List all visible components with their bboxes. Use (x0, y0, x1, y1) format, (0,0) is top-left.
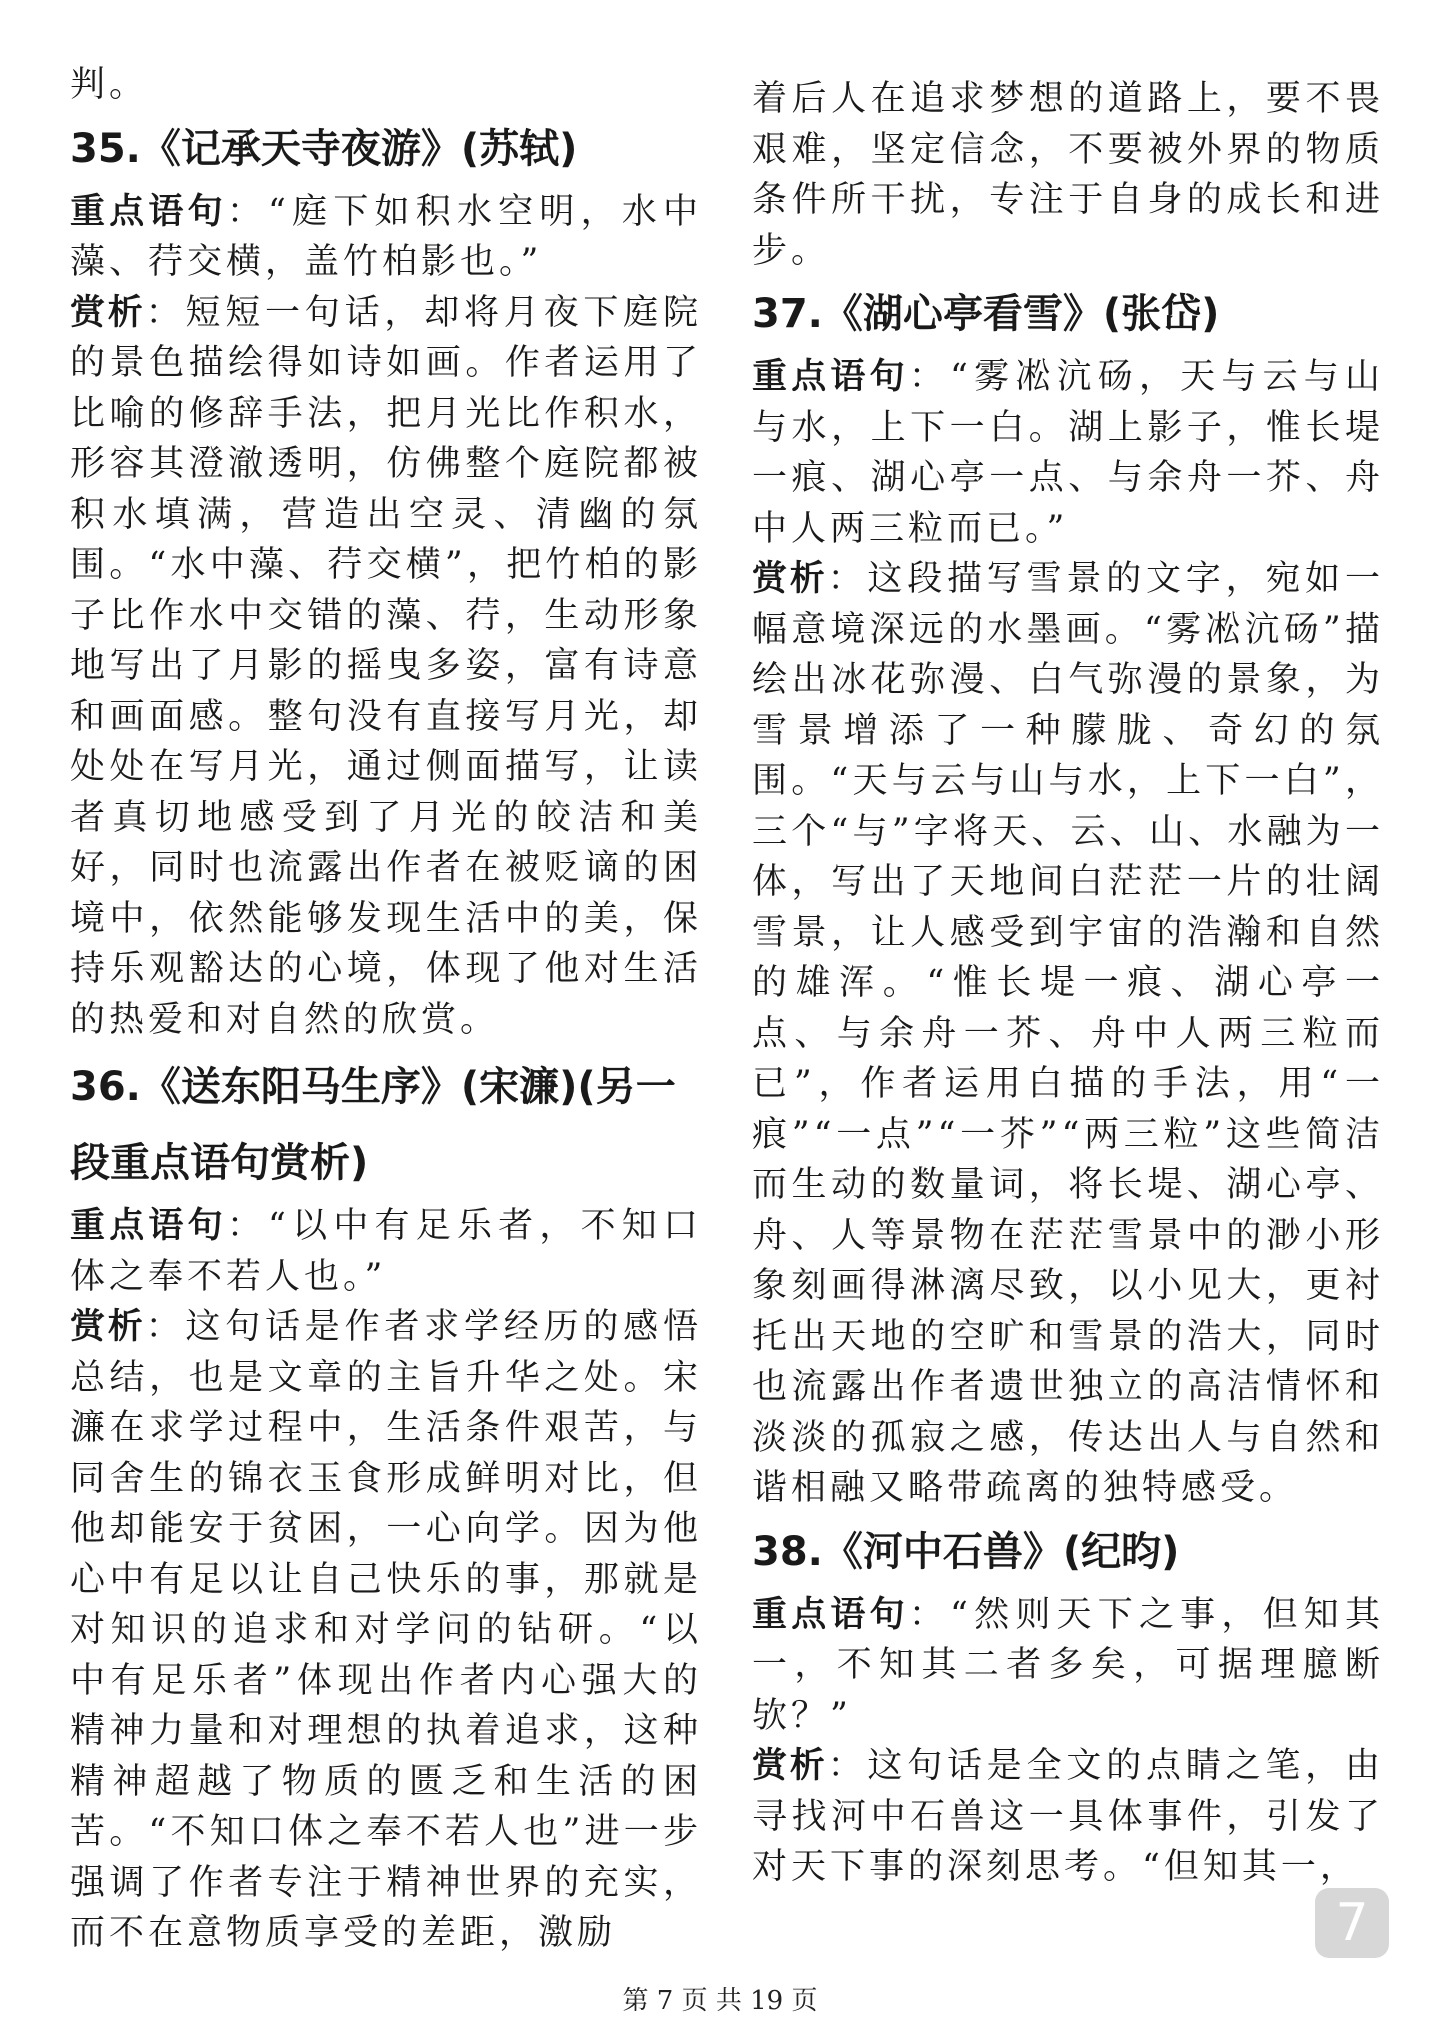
section-36-analysis (70, 1302, 702, 1959)
analysis-text: ：这句话是全文的点睛之笔，由寻找河中石兽这一具体事件，引发了对天下事的深刻思考。“但知其一， (752, 1746, 1384, 1887)
key-sentence-label: 重点语句 (70, 1206, 227, 1246)
key-sentence-text: ：“庭下如积水空明，水中藻、荇交横，盖竹柏影也。” (70, 191, 702, 282)
key-sentence-text: ：“以中有足乐者，不知口体之奉不若人也。” (70, 1206, 702, 1297)
analysis-label: 赏析 (70, 1307, 146, 1347)
section-37-analysis (752, 554, 1384, 1514)
key-sentence-label: 重点语句 (752, 1594, 909, 1635)
analysis-label: 赏析 (752, 1746, 828, 1786)
key-sentence-label: 重点语句 (752, 357, 909, 397)
analysis-label: 赏析 (752, 559, 828, 599)
section-35-analysis (70, 288, 702, 1046)
analysis-text: ：这段描写雪景的文字，宛如一幅意境深远的水墨画。“雾凇沆砀”描绘出冰花弥漫、白气弥漫的景象，为雪景增添了一种朦胧、奇幻的氛围。“天与云与山与水，上下一白”，三个“与”字将天、云、山、水融为一体，写出了天地间白茫茫一片的壮阔雪景，让人感受到宇宙的浩瀚和自然的雄浑。“惟长堤一痕、湖心亭一点、与余舟一芥、舟中人两三粒而已”，作者运用白描的手法，用“一痕”“一点”“一芥”“两三粒”这些简洁而生动的数量词，将长堤、湖心亭、舟、人等景物在茫茫雪景中的渺小形象刻画得淋漓尽致，以小见大，更衬托出天地的空旷和雪景的浩大，同时也流露出作者遗世独立的高洁情怀和淡淡的孤寂之感，传达出人与自然和谐相融又略带疏离的独特感受。 (752, 559, 1384, 1508)
section-37-title: 37.《湖心亭看雪》(张岱) (752, 291, 1220, 337)
page-number-badge: 7 (1315, 1888, 1389, 1958)
section-37-key-sentence (752, 352, 1384, 554)
analysis-text: ：短短一句话，却将月夜下庭院的景色描绘得如诗如画。作者运用了比喻的修辞手法，把月光比作积水，形容其澄澈透明，仿佛整个庭院都被积水填满，营造出空灵、清幽的氛围。“水中藻、荇交横”，把竹柏的影子比作水中交错的藻、荇，生动形象地写出了月影的摇曳多姿，富有诗意和画面感。整句没有直接写月光，却处处在写月光，通过侧面描写，让读者真切地感受到了月光的皎洁和美好，同时也流露出作者在被贬谪的困境中，依然能够发现生活中的美，保持乐观豁达的心境，体现了他对生活的热爱和对自然的欣赏。 (70, 292, 702, 1040)
page-footer: 第 7 页 共 19 页 (622, 1986, 818, 2016)
key-sentence-text: ：“然则天下之事，但知其一，不知其二者多矣，可据理臆断欤？” (752, 1594, 1384, 1736)
section-35-key-sentence (70, 187, 702, 288)
section-38-title: 38.《河中石兽》(纪昀) (752, 1528, 1180, 1575)
key-sentence-label: 重点语句 (70, 191, 227, 232)
section-38-analysis (752, 1741, 1384, 1893)
right-column (752, 74, 1384, 1893)
continued-text: 判。 (70, 65, 149, 105)
section-36-title: 36.《送东阳马生序》(宋濂)(另一段重点语句赏析) (70, 1064, 676, 1186)
continued-text: 着后人在追求梦想的道路上，要不畏艰难，坚定信念，不要被外界的物质条件所干扰，专注于自身的成长和进步。 (752, 79, 1384, 271)
left-column (70, 60, 702, 1959)
key-sentence-text: ：“雾凇沆砀，天与云与山与水，上下一白。湖上影子，惟长堤一痕、湖心亭一点、与余舟一芥、舟中人两三粒而已。” (752, 357, 1384, 549)
analysis-label: 赏析 (70, 292, 146, 333)
section-35-title: 35.《记承天寺夜游》(苏轼) (70, 125, 578, 172)
section-36-key-sentence (70, 1201, 702, 1302)
section-38-key-sentence (752, 1590, 1384, 1742)
analysis-text: ：这句话是作者求学经历的感悟总结，也是文章的主旨升华之处。宋濂在求学过程中，生活条件艰苦，与同舍生的锦衣玉食形成鲜明对比，但他却能安于贫困，一心向学。因为他心中有足以让自己快乐的事，那就是对知识的追求和对学问的钻研。“以中有足乐者”体现出作者内心强大的精神力量和对理想的执着追求，这种精神超越了物质的匮乏和生活的困苦。“不知口体之奉不若人也”进一步强调了作者专注于精神世界的充实，而不在意物质享受的差距，激励 (70, 1307, 702, 1953)
